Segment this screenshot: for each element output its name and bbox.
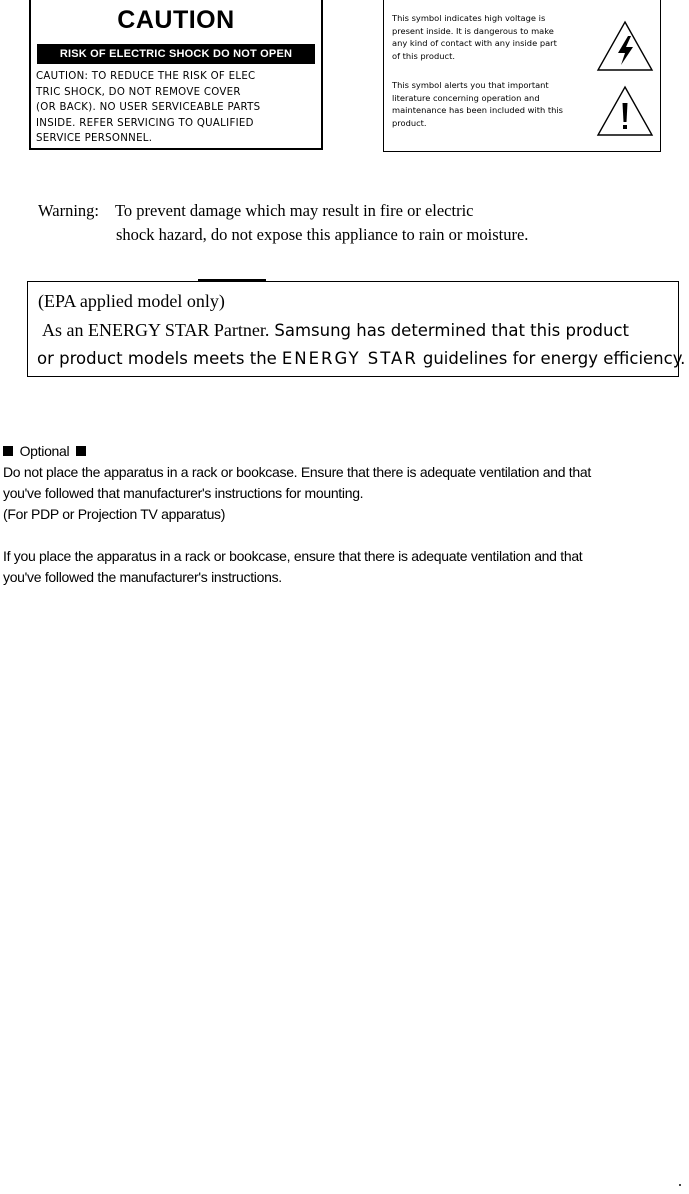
epa-header: (EPA applied model only) [38,291,225,311]
energy-star-name: ENERGY STAR [281,349,418,368]
optional-section [3,441,689,588]
warning-label: Warning: [38,201,99,220]
epa-text: guidelines for energy efficiency. [422,349,686,368]
optional-para2-line: you've followed the manufacturer's instructions. [3,569,282,585]
symbol-line: literature concerning operation and [392,92,540,103]
box-mark [198,279,266,281]
lightning-bolt-triangle-icon [596,20,654,72]
symbol-line: any kind of contact with any inside part [392,38,557,49]
caution-banner: RISK OF ELECTRIC SHOCK DO NOT OPEN [37,44,315,64]
epa-text: As an ENERGY STAR Partner. [42,320,270,340]
epa-line-1 [42,320,629,341]
symbol-line: This symbol alerts you that important [392,80,549,90]
optional-para1-line: Do not place the apparatus in a rack or bookcase. Ensure that there is adequate ventilation and that [3,464,591,480]
optional-heading [3,441,689,462]
symbol-line: of this product. [392,50,455,61]
optional-para2-line: If you place the apparatus in a rack or bookcase, ensure that there is adequate ventilation and that [3,548,583,564]
epa-text: or product models meets the [37,349,277,368]
caution-text [36,69,326,147]
optional-para1-line: (For PDP or Projection TV apparatus) [3,506,226,522]
symbol-box [383,0,661,152]
symbol-line: present inside. It is dangerous to make [392,25,554,36]
caution-line: SERVICE PERSONNEL. [36,133,153,144]
energy-star-box [27,281,686,377]
voltage-symbol-text [392,12,597,62]
optional-label: Optional [19,443,70,459]
square-bullet-icon [3,446,13,456]
symbol-line: maintenance has been included with this [392,105,564,116]
epa-line-2 [37,348,685,369]
symbol-line: This symbol indicates high voltage is [392,13,546,23]
caution-line: TRIC SHOCK, DO NOT REMOVE COVER [36,86,241,98]
symbol-line: product. [392,117,427,128]
caution-line: INSIDE. REFER SERVICING TO QUALIFIED [36,117,254,129]
warning-notice [38,199,528,247]
caution-line: CAUTION: TO REDUCE THE RISK OF ELEC [36,71,256,82]
warning-line-1: To prevent damage which may result in fire or electric [115,201,474,220]
caution-box [29,0,323,150]
caution-line: (OR BACK). NO USER SERVICEABLE PARTS [36,102,261,113]
exclamation-triangle-icon [596,85,654,137]
literature-symbol-text [392,79,597,129]
warning-line-2: shock hazard, do not expose this appliance to rain or moisture. [116,225,529,244]
caution-title: CAUTION [117,6,235,34]
square-bullet-icon [76,446,86,456]
page-speck [679,1184,681,1186]
optional-para1-line: you've followed that manufacturer's instructions for mounting. [3,485,364,501]
epa-text: Samsung has determined that this product [274,321,629,340]
